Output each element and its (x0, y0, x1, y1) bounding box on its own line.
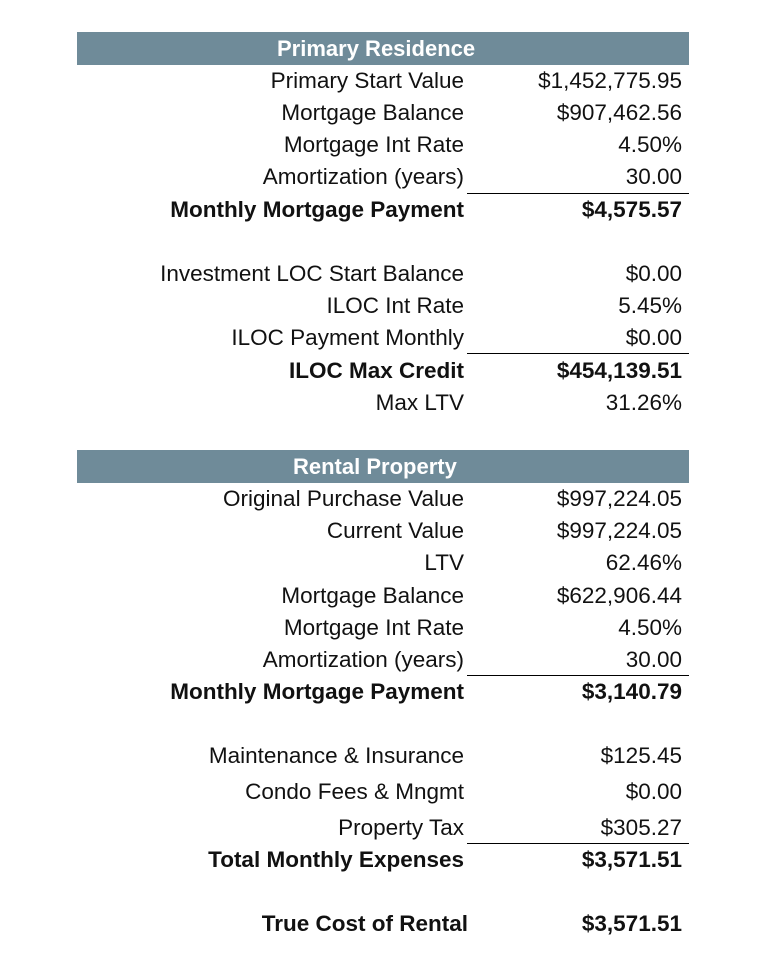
row-label: LTV (424, 550, 464, 575)
row-label: Mortgage Balance (281, 100, 464, 125)
row-label: Primary Start Value (270, 68, 464, 93)
total-rule (467, 353, 689, 354)
row-label: ILOC Int Rate (326, 293, 464, 318)
row-value: $0.00 (625, 325, 682, 350)
row-label: Total Monthly Expenses (208, 847, 464, 872)
row-value: $454,139.51 (556, 358, 682, 383)
row-value: $0.00 (625, 261, 682, 286)
row-value: 62.46% (605, 550, 682, 575)
row-mortgage-balance (0, 97, 778, 129)
rental-property-title: Rental Property (293, 454, 457, 479)
row-property-tax (0, 812, 778, 844)
row-label: Property Tax (338, 815, 464, 840)
row-label: Current Value (326, 518, 464, 543)
row-current-value (0, 515, 778, 547)
row-maintenance-insurance (0, 740, 778, 772)
rental-property-header (77, 450, 689, 483)
row-rental-mortgage-balance (0, 580, 778, 612)
row-label: Mortgage Int Rate (283, 615, 464, 640)
row-label: Condo Fees & Mngmt (245, 779, 464, 804)
row-label: Monthly Mortgage Payment (170, 679, 464, 704)
row-value: $305.27 (600, 815, 682, 840)
row-label: ILOC Max Credit (288, 358, 464, 383)
row-true-cost-of-rental (0, 908, 778, 940)
row-primary-start-value (0, 65, 778, 97)
row-value: $3,140.79 (581, 679, 682, 704)
row-value: $3,571.51 (581, 847, 682, 872)
row-rental-monthly-mortgage-payment (0, 676, 778, 708)
row-value: $4,575.57 (581, 197, 682, 222)
row-value: 31.26% (605, 390, 682, 415)
primary-residence-title: Primary Residence (277, 36, 476, 61)
row-value: $907,462.56 (556, 100, 682, 125)
row-label: Maintenance & Insurance (208, 743, 464, 768)
row-rental-amortization (0, 644, 778, 676)
row-label: Original Purchase Value (223, 486, 464, 511)
row-total-monthly-expenses (0, 844, 778, 876)
row-label: Investment LOC Start Balance (160, 261, 464, 286)
row-iloc-payment-monthly (0, 322, 778, 354)
row-amortization (0, 161, 778, 193)
row-value: $1,452,775.95 (538, 68, 682, 93)
row-value: 30.00 (625, 164, 682, 189)
row-label: Mortgage Int Rate (283, 132, 464, 157)
row-value: $0.00 (625, 779, 682, 804)
summary-value: $3,571.51 (581, 911, 682, 936)
row-max-ltv (0, 387, 778, 419)
row-original-purchase-value (0, 483, 778, 515)
primary-residence-header (77, 32, 689, 65)
row-value: 4.50% (618, 132, 682, 157)
summary-label: True Cost of Rental (261, 911, 468, 936)
row-label: Mortgage Balance (281, 583, 464, 608)
row-rental-mortgage-int-rate (0, 612, 778, 644)
row-value: $997,224.05 (556, 518, 682, 543)
row-value: $125.45 (600, 743, 682, 768)
row-value: 4.50% (618, 615, 682, 640)
row-mortgage-int-rate (0, 129, 778, 161)
row-condo-fees (0, 776, 778, 808)
row-iloc-max-credit (0, 355, 778, 387)
row-label: Amortization (years) (262, 164, 464, 189)
row-value: 5.45% (618, 293, 682, 318)
row-ltv (0, 547, 778, 579)
row-label: Amortization (years) (262, 647, 464, 672)
row-label: ILOC Payment Monthly (231, 325, 464, 350)
row-label: Max LTV (375, 390, 464, 415)
row-value: $997,224.05 (556, 486, 682, 511)
row-iloc-int-rate (0, 290, 778, 322)
row-label: Monthly Mortgage Payment (170, 197, 464, 222)
row-value: 30.00 (625, 647, 682, 672)
row-value: $622,906.44 (556, 583, 682, 608)
row-investment-loc-start-balance (0, 258, 778, 290)
row-monthly-mortgage-payment (0, 194, 778, 226)
